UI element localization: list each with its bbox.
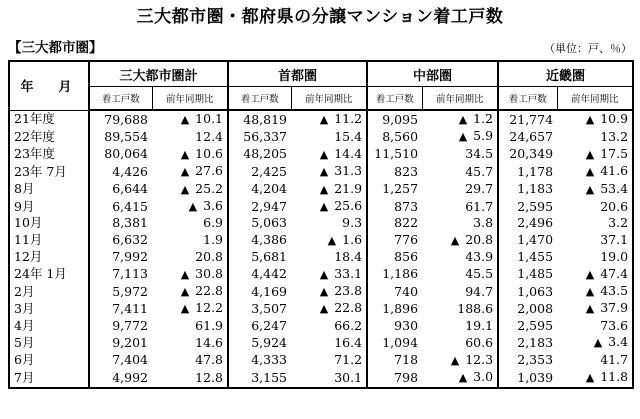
yoy-cell (291, 198, 367, 215)
yoy-cell (152, 266, 228, 283)
yoy-value: 3.2 (608, 215, 629, 231)
yoy-value: 10.9 (600, 111, 629, 126)
yoy-cell (557, 232, 633, 249)
yoy-value: 3.4 (608, 334, 629, 350)
decrease-triangle-icon: ▲ (188, 200, 198, 214)
yoy-cell (422, 249, 498, 265)
yoy-cell (291, 146, 367, 163)
yoy-cell (291, 110, 367, 128)
yoy-value: 41.7 (600, 352, 629, 368)
units-cell: 856 (367, 249, 422, 265)
period-cell: 3月 (9, 300, 89, 317)
units-cell: 930 (367, 318, 422, 334)
period-cell: 4月 (9, 318, 89, 334)
yoy-cell (291, 266, 367, 283)
yoy-value: 33.1 (334, 265, 363, 281)
stats-table (8, 60, 634, 389)
yoy-cell (422, 110, 498, 128)
yoy-value: 12.8 (195, 369, 224, 385)
yoy-value: 22.8 (195, 283, 224, 299)
region-header: 首都圏 (228, 61, 367, 87)
units-cell: 1,485 (498, 266, 557, 283)
yoy-subheader: 前年同期比 (557, 87, 633, 111)
yoy-value: 12.4 (195, 128, 224, 144)
yoy-value: 14.6 (195, 334, 224, 350)
yoy-value: 1.9 (203, 232, 224, 248)
units-cell: 6,644 (89, 181, 152, 198)
units-cell: 1,257 (367, 181, 422, 198)
period-cell: 11月 (9, 232, 89, 249)
yoy-value: 60.6 (465, 334, 494, 350)
table-row (9, 369, 633, 387)
units-cell: 1,183 (498, 181, 557, 198)
yoy-value: 3.0 (473, 369, 494, 385)
units-cell: 79,688 (89, 110, 152, 128)
units-cell: 56,337 (228, 128, 291, 145)
units-cell: 1,178 (498, 163, 557, 180)
yoy-cell (557, 215, 633, 231)
yoy-cell (422, 198, 498, 215)
page-title: 三大都市圏・都府県の分譲マンション着工戸数 (136, 7, 504, 27)
table-row (9, 266, 633, 283)
yoy-value: 9.3 (342, 215, 363, 231)
yoy-value: 21.9 (334, 180, 363, 196)
yoy-value: 11.2 (334, 111, 363, 126)
section-label: 【三大都市圏】 (8, 40, 103, 56)
decrease-triangle-icon: ▲ (327, 233, 337, 247)
units-subheader: 着工戸数 (498, 87, 557, 111)
table-row (9, 163, 633, 180)
yoy-value: 71.2 (334, 352, 363, 368)
units-cell: 718 (367, 352, 422, 369)
yoy-value: 45.5 (465, 266, 494, 282)
period-cell: 23年 7月 (9, 163, 89, 180)
period-cell: 21年度 (9, 110, 89, 128)
yoy-cell (291, 163, 367, 180)
yoy-value: 31.3 (334, 163, 363, 179)
yoy-cell (291, 300, 367, 317)
yoy-value: 1.6 (342, 231, 363, 247)
period-cell: 8月 (9, 181, 89, 198)
decrease-triangle-icon: ▲ (319, 182, 329, 196)
yoy-cell (422, 266, 498, 283)
units-cell: 21,774 (498, 110, 557, 128)
period-cell: 10月 (9, 215, 89, 231)
yoy-value: 25.6 (334, 198, 363, 214)
yoy-cell (291, 181, 367, 198)
decrease-triangle-icon: ▲ (585, 371, 595, 385)
yoy-value: 66.2 (334, 317, 363, 333)
yoy-cell (422, 352, 498, 369)
yoy-cell (152, 232, 228, 249)
units-cell: 1,470 (498, 232, 557, 249)
yoy-value: 23.8 (334, 283, 363, 299)
yoy-value: 11.8 (600, 369, 629, 385)
yoy-cell (557, 249, 633, 265)
yoy-cell (422, 334, 498, 351)
decrease-triangle-icon: ▲ (180, 182, 190, 196)
unit-note: （単位：戸、％） (544, 42, 632, 55)
units-cell: 740 (367, 283, 422, 300)
units-cell: 11,510 (367, 146, 422, 163)
yoy-value: 3.8 (473, 215, 494, 231)
yoy-cell (152, 318, 228, 334)
decrease-triangle-icon: ▲ (593, 336, 603, 350)
yoy-cell (291, 215, 367, 231)
yoy-cell (291, 318, 367, 334)
units-cell: 1,063 (498, 283, 557, 300)
yoy-value: 15.4 (334, 128, 363, 144)
yoy-cell (152, 110, 228, 128)
yoy-value: 61.7 (465, 198, 494, 214)
yoy-cell (422, 369, 498, 387)
units-cell: 24,657 (498, 128, 557, 145)
yoy-cell (422, 146, 498, 163)
yoy-value: 37.9 (600, 300, 629, 316)
decrease-triangle-icon: ▲ (458, 113, 468, 126)
yoy-cell (291, 249, 367, 265)
period-cell: 2月 (9, 283, 89, 300)
table-row (9, 198, 633, 215)
yoy-value: 34.5 (465, 146, 494, 162)
yoy-value: 47.8 (195, 352, 224, 368)
yoy-cell (291, 283, 367, 300)
yoy-cell (557, 369, 633, 387)
units-cell: 1,039 (498, 369, 557, 387)
yoy-cell (152, 283, 228, 300)
decrease-triangle-icon: ▲ (585, 182, 595, 196)
period-cell: 24年 1月 (9, 266, 89, 283)
period-header: 年 月 (9, 61, 89, 110)
yoy-cell (557, 300, 633, 317)
decrease-triangle-icon: ▲ (319, 147, 329, 161)
yoy-value: 30.1 (334, 369, 363, 385)
yoy-value: 19.0 (600, 249, 629, 265)
units-cell: 6,415 (89, 198, 152, 215)
decrease-triangle-icon: ▲ (180, 165, 190, 179)
yoy-cell (152, 249, 228, 265)
table-row (9, 318, 633, 334)
units-cell: 2,496 (498, 215, 557, 231)
table-row (9, 249, 633, 265)
units-cell: 80,064 (89, 146, 152, 163)
yoy-cell (291, 128, 367, 145)
units-cell: 89,554 (89, 128, 152, 145)
yoy-value: 22.8 (334, 300, 363, 316)
units-cell: 2,425 (228, 163, 291, 180)
units-cell: 48,205 (228, 146, 291, 163)
units-cell: 7,411 (89, 300, 152, 317)
decrease-triangle-icon: ▲ (585, 165, 595, 179)
period-cell: 7月 (9, 369, 89, 387)
decrease-triangle-icon: ▲ (180, 147, 190, 161)
decrease-triangle-icon: ▲ (180, 267, 190, 281)
units-cell: 48,819 (228, 110, 291, 128)
table-row (9, 352, 633, 369)
table-row (9, 128, 633, 145)
period-cell: 12月 (9, 249, 89, 265)
units-cell: 5,063 (228, 215, 291, 231)
units-cell: 9,772 (89, 318, 152, 334)
table-row (9, 232, 633, 249)
table-row (9, 334, 633, 351)
decrease-triangle-icon: ▲ (180, 285, 190, 299)
decrease-triangle-icon: ▲ (180, 302, 190, 316)
decrease-triangle-icon: ▲ (319, 285, 329, 299)
yoy-cell (152, 215, 228, 231)
yoy-value: 41.6 (600, 163, 629, 179)
units-cell: 1,455 (498, 249, 557, 265)
units-cell: 822 (367, 215, 422, 231)
region-header: 近畿圏 (498, 61, 633, 87)
units-cell: 6,632 (89, 232, 152, 249)
yoy-cell (152, 128, 228, 145)
period-cell: 6月 (9, 352, 89, 369)
units-cell: 4,386 (228, 232, 291, 249)
yoy-cell (422, 163, 498, 180)
yoy-cell (152, 198, 228, 215)
yoy-value: 53.4 (600, 180, 629, 196)
yoy-cell (557, 318, 633, 334)
decrease-triangle-icon: ▲ (585, 302, 595, 316)
units-cell: 5,972 (89, 283, 152, 300)
units-cell: 1,186 (367, 266, 422, 283)
yoy-value: 16.4 (334, 334, 363, 350)
yoy-value: 3.6 (203, 198, 224, 214)
yoy-cell (557, 334, 633, 351)
units-cell: 8,381 (89, 215, 152, 231)
yoy-value: 37.1 (600, 232, 629, 248)
period-cell: 22年度 (9, 128, 89, 145)
decrease-triangle-icon: ▲ (458, 371, 468, 385)
yoy-value: 20.8 (465, 231, 494, 247)
yoy-value: 10.1 (195, 111, 224, 126)
yoy-cell (152, 352, 228, 369)
units-subheader: 着工戸数 (367, 87, 422, 111)
yoy-value: 20.6 (600, 198, 629, 214)
yoy-cell (152, 334, 228, 351)
yoy-value: 14.4 (334, 145, 363, 161)
units-cell: 7,113 (89, 266, 152, 283)
yoy-value: 13.2 (600, 128, 629, 144)
units-cell: 2,183 (498, 334, 557, 351)
yoy-value: 43.5 (600, 283, 629, 299)
units-cell: 873 (367, 198, 422, 215)
units-cell: 7,992 (89, 249, 152, 265)
yoy-value: 6.9 (203, 215, 224, 231)
region-header: 中部圏 (367, 61, 498, 87)
yoy-value: 10.6 (195, 145, 224, 161)
yoy-cell (557, 128, 633, 145)
yoy-cell (557, 352, 633, 369)
region-header: 三大都市圏計 (89, 61, 228, 87)
yoy-value: 5.9 (473, 128, 494, 144)
units-cell: 1,896 (367, 300, 422, 317)
table-row (9, 146, 633, 163)
decrease-triangle-icon: ▲ (450, 233, 460, 247)
yoy-value: 43.9 (465, 249, 494, 265)
yoy-cell (291, 352, 367, 369)
units-cell: 4,992 (89, 369, 152, 387)
decrease-triangle-icon: ▲ (180, 113, 190, 126)
yoy-cell (291, 334, 367, 351)
yoy-subheader: 前年同期比 (422, 87, 498, 111)
units-cell: 4,426 (89, 163, 152, 180)
yoy-cell (557, 163, 633, 180)
yoy-cell (422, 232, 498, 249)
units-cell: 9,095 (367, 110, 422, 128)
table-row (9, 181, 633, 198)
units-cell: 2,947 (228, 198, 291, 215)
yoy-cell (557, 266, 633, 283)
units-cell: 2,008 (498, 300, 557, 317)
yoy-cell (557, 283, 633, 300)
units-subheader: 着工戸数 (89, 87, 152, 111)
yoy-cell (557, 110, 633, 128)
yoy-cell (422, 128, 498, 145)
period-cell: 5月 (9, 334, 89, 351)
units-cell: 20,349 (498, 146, 557, 163)
yoy-cell (557, 146, 633, 163)
yoy-value: 12.3 (465, 351, 494, 367)
decrease-triangle-icon: ▲ (585, 147, 595, 161)
decrease-triangle-icon: ▲ (319, 165, 329, 179)
units-cell: 776 (367, 232, 422, 249)
units-cell: 4,204 (228, 181, 291, 198)
yoy-subheader: 前年同期比 (291, 87, 367, 111)
yoy-value: 29.7 (465, 181, 494, 197)
yoy-value: 94.7 (465, 283, 494, 299)
units-subheader: 着工戸数 (228, 87, 291, 111)
units-cell: 7,404 (89, 352, 152, 369)
yoy-cell (422, 300, 498, 317)
table-row (9, 283, 633, 300)
units-cell: 3,507 (228, 300, 291, 317)
decrease-triangle-icon: ▲ (319, 267, 329, 281)
yoy-cell (557, 181, 633, 198)
yoy-value: 47.4 (600, 265, 629, 281)
yoy-cell (422, 318, 498, 334)
units-cell: 798 (367, 369, 422, 387)
yoy-value: 19.1 (465, 317, 494, 333)
yoy-value: 1.2 (473, 111, 494, 126)
units-cell: 1,094 (367, 334, 422, 351)
yoy-value: 20.8 (195, 249, 224, 265)
period-cell: 23年度 (9, 146, 89, 163)
yoy-cell (422, 181, 498, 198)
units-cell: 2,595 (498, 198, 557, 215)
decrease-triangle-icon: ▲ (450, 353, 460, 367)
units-cell: 6,247 (228, 318, 291, 334)
units-cell: 4,333 (228, 352, 291, 369)
yoy-cell (152, 181, 228, 198)
units-cell: 9,201 (89, 334, 152, 351)
units-cell: 5,924 (228, 334, 291, 351)
yoy-value: 17.5 (600, 145, 629, 161)
yoy-subheader: 前年同期比 (152, 87, 228, 111)
yoy-cell (291, 369, 367, 387)
decrease-triangle-icon: ▲ (319, 302, 329, 316)
units-cell: 5,681 (228, 249, 291, 265)
units-cell: 823 (367, 163, 422, 180)
yoy-value: 12.2 (195, 300, 224, 316)
yoy-value: 18.4 (334, 249, 363, 265)
yoy-value: 188.6 (457, 300, 494, 316)
yoy-cell (152, 146, 228, 163)
decrease-triangle-icon: ▲ (585, 267, 595, 281)
units-cell: 2,595 (498, 318, 557, 334)
table-row (9, 110, 633, 128)
yoy-value: 27.6 (195, 163, 224, 179)
yoy-cell (152, 163, 228, 180)
yoy-cell (557, 198, 633, 215)
units-cell: 8,560 (367, 128, 422, 145)
yoy-cell (152, 369, 228, 387)
units-cell: 4,442 (228, 266, 291, 283)
yoy-value: 73.6 (600, 317, 629, 333)
yoy-cell (152, 300, 228, 317)
units-cell: 4,169 (228, 283, 291, 300)
units-cell: 2,353 (498, 352, 557, 369)
table-row (9, 300, 633, 317)
yoy-value: 30.8 (195, 265, 224, 281)
yoy-cell (291, 232, 367, 249)
period-cell: 9月 (9, 198, 89, 215)
decrease-triangle-icon: ▲ (585, 285, 595, 299)
table-row (9, 215, 633, 231)
units-cell: 3,155 (228, 369, 291, 387)
yoy-value: 61.9 (195, 317, 224, 333)
yoy-value: 25.2 (195, 180, 224, 196)
decrease-triangle-icon: ▲ (319, 113, 329, 126)
decrease-triangle-icon: ▲ (585, 113, 595, 126)
yoy-cell (422, 215, 498, 231)
yoy-cell (422, 283, 498, 300)
decrease-triangle-icon: ▲ (458, 130, 468, 144)
decrease-triangle-icon: ▲ (319, 200, 329, 214)
yoy-value: 45.7 (465, 163, 494, 179)
